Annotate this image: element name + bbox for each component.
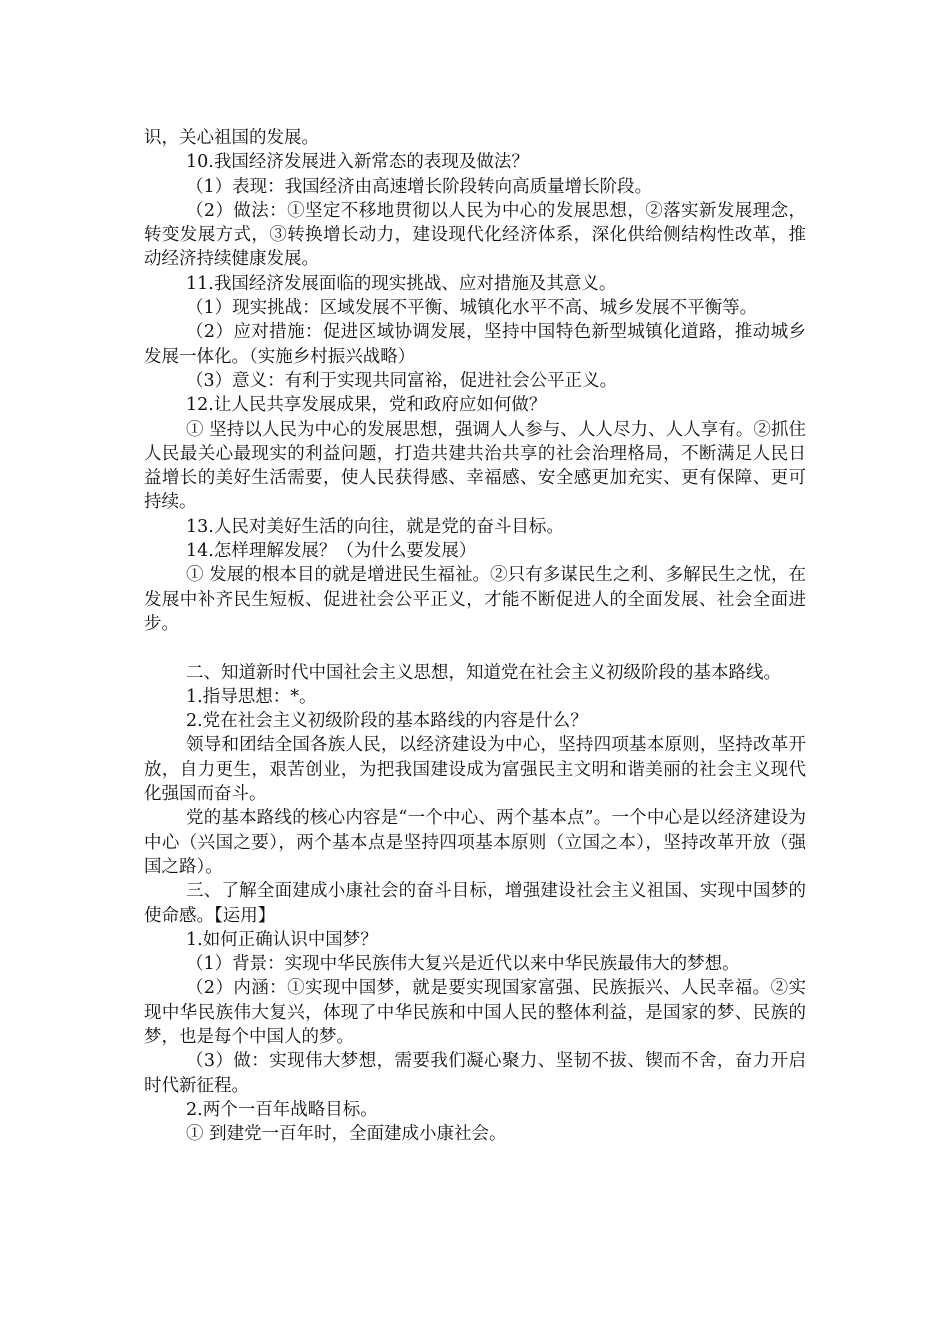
paragraph: （2）应对措施：促进区域协调发展，坚持中国特色新型城镇化道路，推动城乡发展一体化。（实施乡村振兴战略）	[144, 322, 806, 367]
paragraph: ① 到建党一百年时，全面建成小康社会。	[186, 1124, 507, 1145]
paragraph: （2）内涵：①实现中国梦，就是要实现国家富强、民族振兴、人民幸福。②实现中华民族伟大复兴，体现了中华民族和中国人民的整体利益，是国家的梦、民族的梦，也是每个中国人的梦。	[144, 978, 806, 1047]
question-heading: 11.我国经济发展面临的现实挑战、应对措施及其意义。	[186, 273, 617, 294]
document-body	[144, 126, 806, 1146]
section-heading: 三、了解全面建成小康社会的奋斗目标，增强建设社会主义祖国、实现中国梦的使命感。【运用】	[144, 881, 806, 926]
paragraph: ① 坚持以人民为中心的发展思想，强调人人参与、人人尽力、人人享有。②抓住人民最关心最现实的利益问题，打造共建共治共享的社会治理格局，不断满足人民日益增长的美好生活需要，使人民获得感、幸福感、安全感更加充实、更有保障、更可持续。	[144, 419, 806, 513]
paragraph: 识，关心祖国的发展。	[144, 128, 319, 148]
question-heading: 1.如何正确认识中国梦？	[186, 929, 378, 950]
section-heading: 二、知道新时代中国社会主义思想，知道党在社会主义初级阶段的基本路线。	[186, 662, 781, 683]
paragraph: （3）意义：有利于实现共同富裕，促进社会公平正义。	[186, 370, 618, 391]
question-heading: 2.两个一百年战略目标。	[186, 1099, 378, 1120]
paragraph: 党的基本路线的核心内容是“一个中心、两个基本点”。一个中心是以经济建设为中心（兴国之要），两个基本点是坚持四项基本原则（立国之本），坚持改革开放（强国之路）。	[144, 808, 806, 877]
paragraph: （3）做：实现伟大梦想，需要我们凝心聚力、坚韧不拔、锲而不舍，奋力开启时代新征程。	[144, 1051, 806, 1096]
paragraph: （1）背景：实现中华民族伟大复兴是近代以来中华民族最伟大的梦想。	[186, 954, 740, 975]
blank-line	[144, 636, 806, 660]
paragraph: ① 发展的根本目的就是增进民生福祉。②只有多谋民生之利、多解民生之忧，在发展中补齐民生短板、促进社会公平正义，才能不断促进人的全面发展、社会全面进步。	[144, 565, 806, 634]
question-heading: 2.党在社会主义初级阶段的基本路线的内容是什么？	[186, 711, 588, 732]
paragraph: 1.指导思想：*。	[186, 686, 317, 707]
paragraph: （1）表现：我国经济由高速增长阶段转向高质量增长阶段。	[186, 176, 653, 197]
paragraph: （1）现实挑战：区域发展不平衡、城镇化水平不高、城乡发展不平衡等。	[186, 298, 758, 319]
question-heading: 12.让人民共享发展成果，党和政府应如何做？	[186, 395, 547, 416]
paragraph: （2）做法：①坚定不移地贯彻以人民为中心的发展思想，②落实新发展理念，转变发展方式，③转换增长动力，建设现代化经济体系，深化供给侧结构性改革，推动经济持续健康发展。	[144, 200, 806, 270]
question-heading: 10.我国经济发展进入新常态的表现及做法？	[186, 152, 529, 173]
paragraph: 13.人民对美好生活的向往，就是党的奋斗目标。	[186, 516, 564, 537]
paragraph: 领导和团结全国各族人民，以经济建设为中心，坚持四项基本原则，坚持改革开放，自力更生，艰苦创业，为把我国建设成为富强民主文明和谐美丽的社会主义现代化强国而奋斗。	[144, 735, 806, 805]
question-heading: 14.怎样理解发展？（为什么要发展）	[186, 541, 477, 562]
